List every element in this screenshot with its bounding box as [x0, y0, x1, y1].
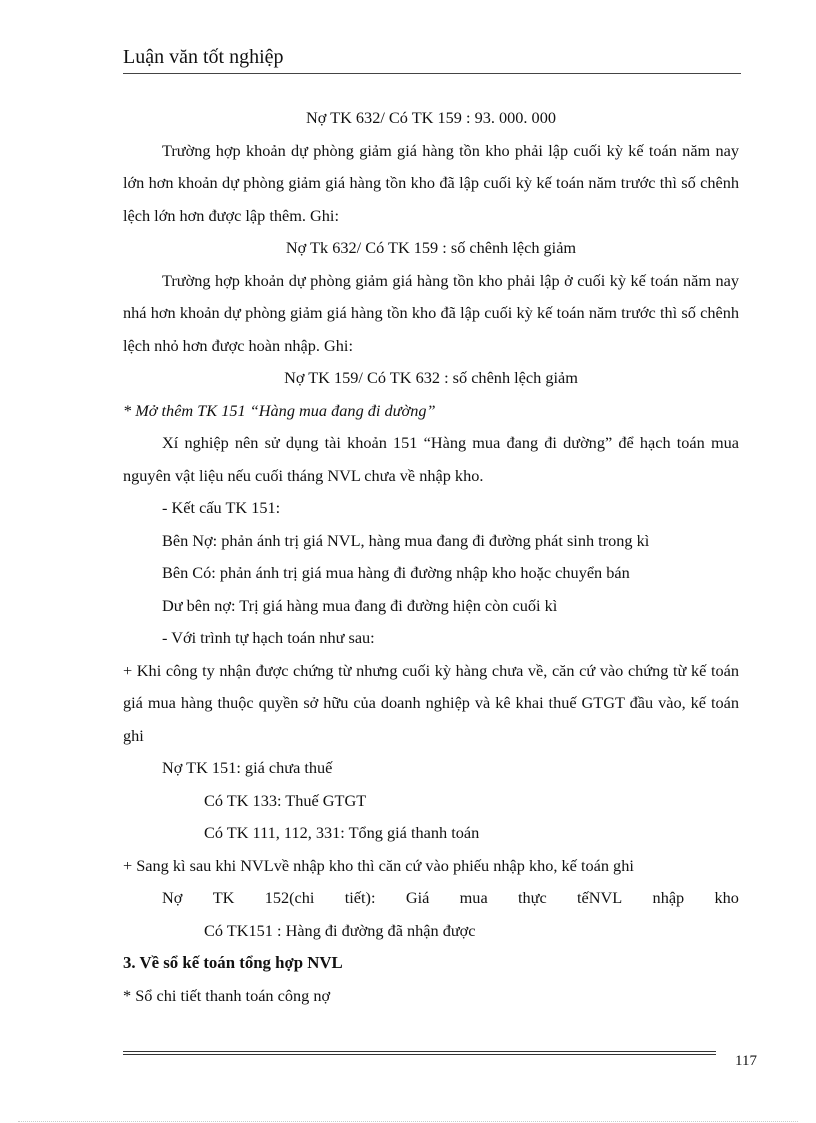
entry-line: Nợ Tk 632/ Có TK 159 : số chênh lệch giảm: [285, 238, 577, 257]
word: tiết):: [344, 888, 376, 907]
entry-line: Nợ TK 159/ Có TK 632 : số chênh lệch giảm: [284, 368, 578, 387]
paragraph: Trường hợp khoản dự phòng giảm giá hàng tồn kho phải lập ở cuối kỳ kế toán năm nay nhá hơn khoản dự phòng giảm giá hàng tồn kho đã lập cuối kỳ kế toán năm trước thì số chênh lệch nhỏ hơn được hoàn nhập. Ghi:: [123, 270, 739, 355]
word: kho: [714, 888, 739, 907]
paragraph: Xí nghiệp nên sử dụng tài khoản 151 “Hàng mua đang đi dường” để hạch toán mua nguyên vật liệu nếu cuối tháng NVL chưa về nhập kho.: [123, 433, 739, 485]
page-bottom-border: [18, 1121, 798, 1122]
paragraph: + Khi công ty nhận được chứng từ nhưng cuối kỳ hàng chưa về, căn cứ vào chứng từ kế toán giá mua hàng thuộc quyền sở hữu của doanh nghiệp và kê khai thuế GTGT đầu vào, kế toán ghi: [123, 660, 739, 745]
text-line: - Kết cấu TK 151:: [162, 498, 281, 517]
word: 152(chi: [264, 888, 315, 907]
text-line: + Sang kì sau khi NVLvề nhập kho thì căn cứ vào phiếu nhập kho, kế toán ghi: [123, 855, 634, 875]
text-line: Dư bên nợ: Trị giá hàng mua đang đi đường hiện còn cuối kì: [162, 595, 558, 615]
word: nhập: [652, 888, 685, 907]
footer-divider: [123, 1051, 716, 1052]
text-line: * Sổ chi tiết thanh toán công nợ: [123, 985, 331, 1005]
text-line: Bên Nợ: phản ánh trị giá NVL, hàng mua đang đi đường phát sinh trong kì: [162, 530, 650, 550]
section-subheading: * Mở thêm TK 151 “Hàng mua đang đi dường”: [123, 400, 436, 420]
word: Nợ: [162, 888, 183, 907]
page-body: [123, 102, 739, 1012]
entry-line: Nợ TK 632/ Có TK 159 : 93. 000. 000: [306, 108, 556, 127]
word: Giá: [405, 888, 430, 907]
entry-line: Có TK151 : Hàng đi đường đã nhận được: [204, 920, 476, 940]
footer-divider: [123, 1054, 716, 1055]
word: mua: [459, 888, 488, 907]
page-number: 117: [735, 1053, 757, 1069]
entry-line-spread: [123, 882, 739, 915]
section-heading: 3. Về sổ kế toán tổng hợp NVL: [123, 953, 343, 972]
entry-line: Có TK 133: Thuế GTGT: [204, 790, 367, 810]
word: TK: [212, 888, 235, 907]
word: tếNVL: [577, 888, 623, 907]
word: thực: [517, 888, 547, 907]
text-line: Bên Có: phản ánh trị giá mua hàng đi đường nhập kho hoặc chuyển bán: [162, 563, 630, 582]
entry-line: Có TK 111, 112, 331: Tổng giá thanh toán: [204, 823, 480, 842]
page-header-title: Luận văn tốt nghiệp: [123, 46, 284, 68]
text-line: - Với trình tự hạch toán như sau:: [162, 628, 375, 647]
header-divider: [123, 73, 741, 74]
entry-line: Nợ TK 151: giá chưa thuế: [162, 758, 333, 777]
paragraph: Trường hợp khoản dự phòng giảm giá hàng tồn kho phải lập cuối kỳ kế toán năm nay lớn hơn khoản dự phòng giảm giá hàng tồn kho đã lập cuối kỳ kế toán năm trước thì số chênh lệch lớn hơn được lập thêm. Ghi:: [123, 140, 739, 225]
